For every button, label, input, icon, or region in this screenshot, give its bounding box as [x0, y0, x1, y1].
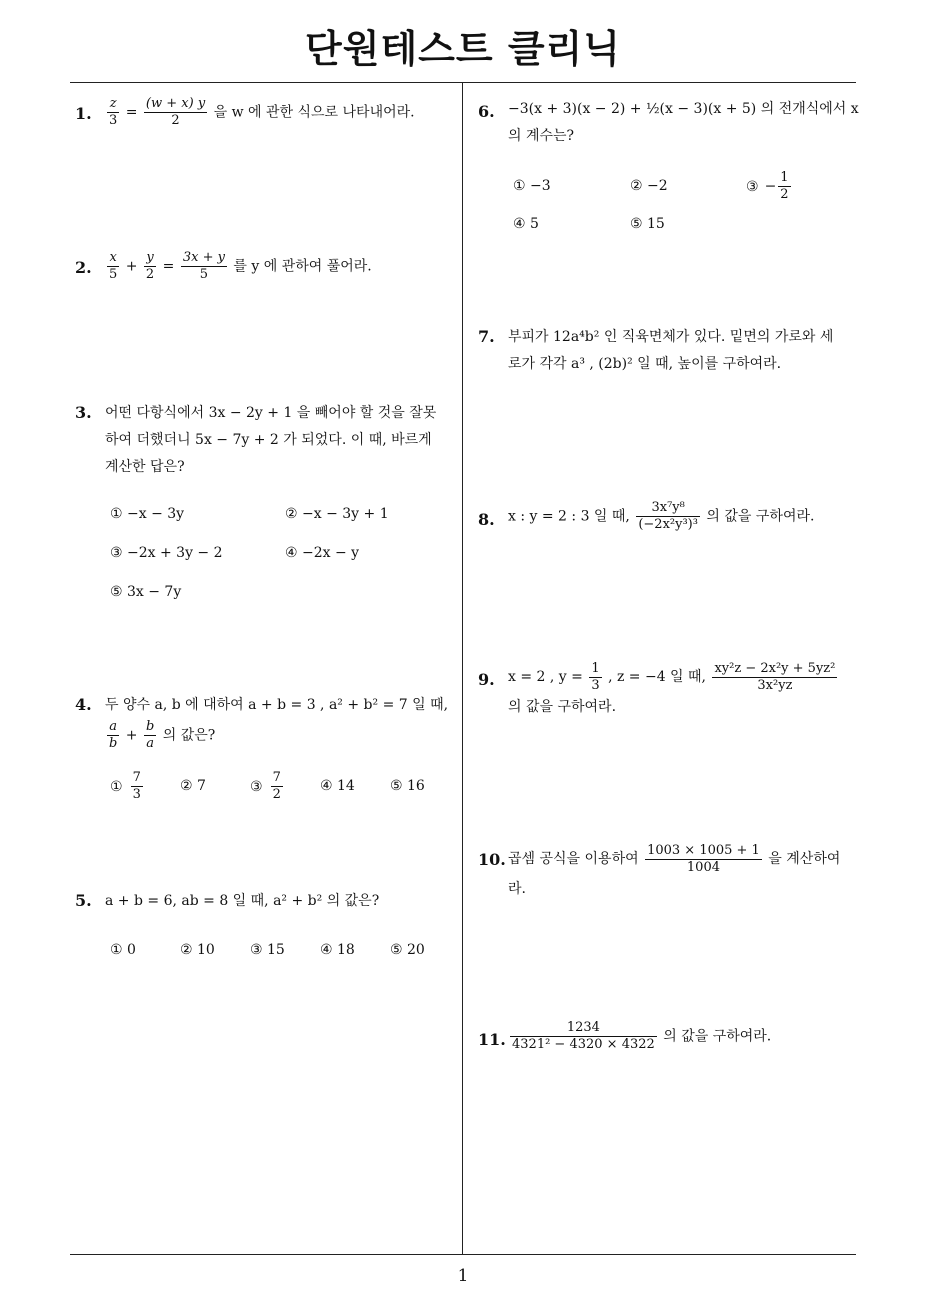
question-text-line: 로가 각각 a³ , (2b)² 일 때, 높이를 구하여라. [508, 356, 782, 372]
question-body [105, 888, 457, 915]
question-text-line: a + b = 6, ab = 8 일 때, a² + b² 의 값은? [105, 893, 380, 909]
question-number: 10. [478, 850, 506, 869]
question-text-line: 어떤 다항식에서 3x − 2y + 1 을 빼어야 할 것을 잘못 [105, 405, 437, 421]
question-number: 5. [75, 891, 92, 910]
page-title: 단원테스트 클리닉 [305, 27, 621, 71]
question-body: $\frac{z}{3}$ = $\frac{(w + x) y}{2}$ 을 w 에 관한 식으로 나타내어라. [109, 96, 415, 128]
question-body [105, 400, 457, 481]
choice-3[interactable]: ③ $\frac{7}{2}$ [250, 770, 281, 802]
question-body: $\frac{1234}{\text{4321² − 4320 × 4322}}$ 의 값을 구하여라. [512, 1020, 772, 1052]
question-text-line: 계산한 답은? [105, 459, 185, 475]
question-number: 9. [478, 670, 495, 689]
question-10 [478, 842, 862, 906]
question-number: 11. [478, 1030, 506, 1049]
top-divider [70, 82, 856, 83]
page-number: 1 [457, 1266, 469, 1286]
choice-3[interactable]: ③ − $\frac{1}{2}$ [746, 170, 789, 202]
question-body: 곱셈 공식을 이용하여 $\frac{1003 \times 1005 + 1}{1004}$ 을 계산하여 라. [508, 842, 860, 903]
choice-5[interactable]: ⑤ 3x − 7y [110, 584, 182, 600]
question-text-line: 의 값을 구하여라. [508, 699, 617, 715]
question-number: 6. [478, 102, 495, 121]
column-divider [462, 83, 463, 1255]
question-8 [478, 500, 858, 544]
choice-4[interactable]: ④ −2x − y [285, 545, 360, 561]
question-text: 의 값은? [162, 727, 216, 744]
question-text: 를 y 에 관하여 풀어라. [233, 258, 372, 275]
question-text: 의 값을 구하여라. [663, 1028, 772, 1045]
question-5 [75, 888, 460, 968]
question-body: x : y = 2 : 3 일 때, $\frac{\text{3x⁷y⁸}}{\text{(−2x²y³)³}}$ 의 값을 구하여라. [508, 500, 815, 532]
choice-3[interactable]: ③ −2x + 3y − 2 [110, 545, 223, 561]
choice-1[interactable]: ① $\frac{7}{3}$ [110, 770, 141, 802]
choice-2[interactable]: ② −2 [630, 178, 668, 194]
question-text: 을 w 에 관한 식으로 나타내어라. [213, 104, 415, 121]
choice-2[interactable]: ② 10 [180, 942, 215, 958]
question-text-line: −3(x + 3)(x − 2) + ½(x − 3)(x + 5) 의 전개식에서 x [508, 101, 859, 117]
choice-4[interactable]: ④ 14 [320, 778, 355, 794]
question-2 [75, 250, 455, 290]
question-number: 4. [75, 695, 92, 714]
question-1 [75, 96, 455, 136]
question-text-line: 부피가 12a⁴b² 인 직육면체가 있다. 밑면의 가로와 세 [508, 329, 834, 345]
choice-1[interactable]: ① −3 [513, 178, 551, 194]
choice-1[interactable]: ① −x − 3y [110, 506, 185, 522]
question-text-line: 하여 더했더니 5x − 7y + 2 가 되었다. 이 때, 바르게 [105, 432, 432, 448]
choice-5[interactable]: ⑤ 16 [390, 778, 425, 794]
question-number: 2. [75, 258, 92, 277]
question-4 [75, 692, 460, 822]
question-text-line: 의 계수는? [508, 128, 575, 144]
question-body: $\frac{x}{5}$ + $\frac{y}{2}$ = $\frac{3x + y}{5}$ 를 y 에 관하여 풀어라. [109, 250, 372, 282]
question-body [508, 96, 858, 150]
question-lead: x : y = 2 : 3 일 때, [508, 508, 630, 525]
question-number: 3. [75, 403, 92, 422]
choice-2[interactable]: ② 7 [180, 778, 206, 794]
choice-3[interactable]: ③ 15 [250, 942, 285, 958]
choice-2[interactable]: ② −x − 3y + 1 [285, 506, 389, 522]
choice-4[interactable]: ④ 5 [513, 216, 539, 232]
choice-1[interactable]: ① 0 [110, 942, 136, 958]
choice-5[interactable]: ⑤ 15 [630, 216, 665, 232]
question-number: 1. [75, 104, 92, 123]
question-text: 의 값을 구하여라. [706, 508, 815, 525]
question-number: 8. [478, 510, 495, 529]
question-6 [478, 96, 858, 236]
question-body: x = 2 , y = $\frac{1}{3}$ , z = −4 일 때, $\frac{\text{xy²z − 2x²y + 5yz²}}{\text{3x²yz}}$ 의 값을 구하여라. [508, 660, 860, 721]
question-11 [478, 1020, 862, 1064]
question-7 [478, 324, 858, 384]
question-3 [75, 400, 460, 610]
question-text-line: 두 양수 a, b 에 대하여 a + b = 3 , a² + b² = 7 일 때, [105, 697, 449, 713]
question-text-line: 라. [508, 881, 526, 897]
question-number: 7. [478, 327, 495, 346]
choice-5[interactable]: ⑤ 20 [390, 942, 425, 958]
question-body: 두 양수 a, b 에 대하여 a + b = 3 , a² + b² = 7 일 때, $\frac{a}{b}$ + $\frac{b}{a}$ 의 값은? [105, 692, 457, 752]
choice-4[interactable]: ④ 18 [320, 942, 355, 958]
question-body [508, 324, 858, 378]
bottom-divider [70, 1254, 856, 1255]
question-9 [478, 660, 862, 724]
